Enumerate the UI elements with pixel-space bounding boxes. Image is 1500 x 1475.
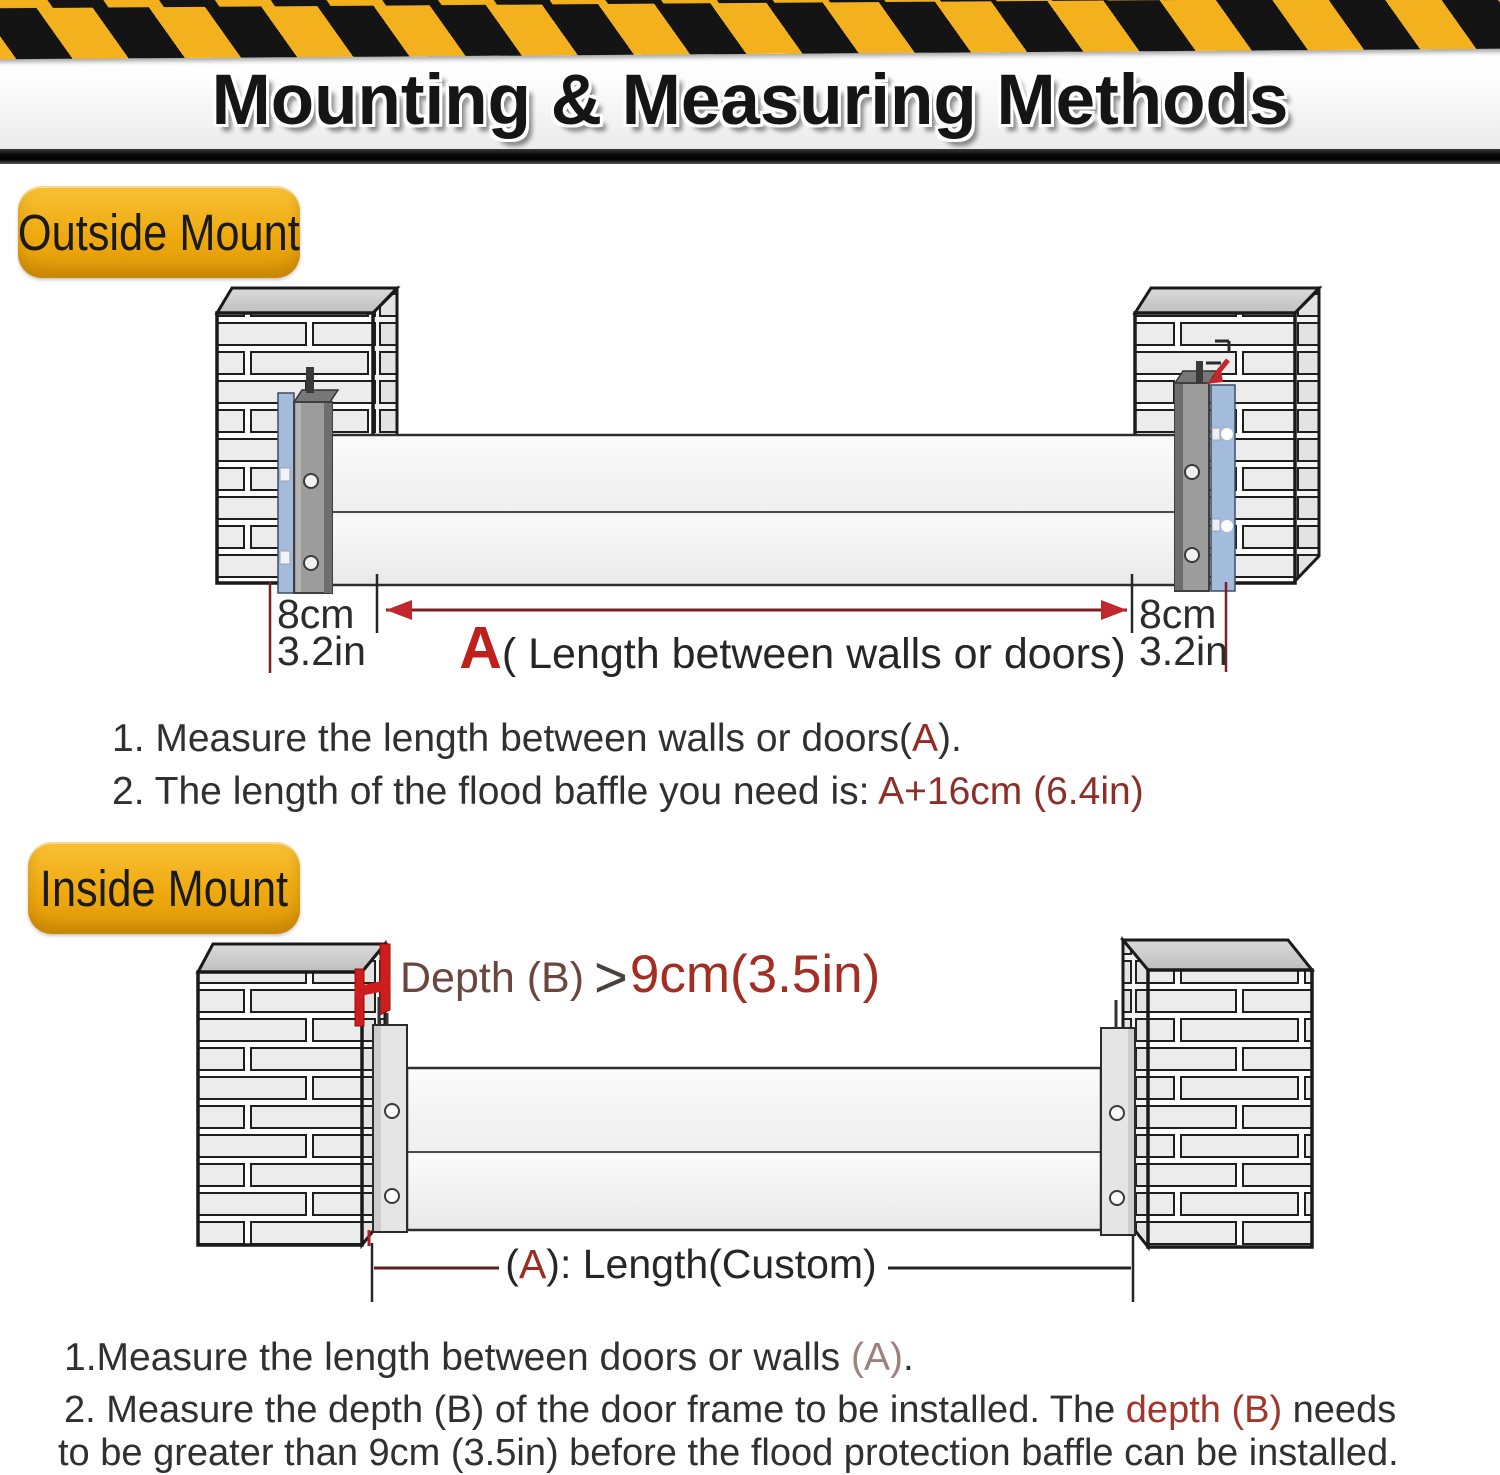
inside-mount-label: Inside Mount: [28, 842, 300, 934]
inside-right-pillar: [1123, 940, 1312, 1247]
inside-right-channel: [1101, 1000, 1135, 1235]
depth-requirement-label: Depth (B) >9cm(3.5in): [400, 945, 881, 1010]
inside-left-channel: [373, 997, 407, 1232]
outside-dimension-label: A( Length between walls or doors): [459, 615, 1126, 681]
outside-left-offset-label: 8cm 3.2in: [277, 591, 366, 674]
outside-step-2: 2. The length of the flood baffle you need is: A+16cm (6.4in): [112, 770, 1144, 813]
inside-dimension-label: (A): Length(Custom): [505, 1241, 877, 1287]
outside-step-1: 1. Measure the length between walls or doors(A).: [112, 717, 962, 760]
outside-left-channel: [278, 367, 338, 593]
inside-step-2-continued: to be greater than 9cm (3.5in) before the flood protection baffle can be installed.: [58, 1432, 1399, 1474]
inside-flood-baffle: [407, 1068, 1101, 1230]
page-title: Mounting & Measuring Methods: [211, 60, 1289, 140]
inside-step-2: 2. Measure the depth (B) of the door frame to be installed. The depth (B) needs: [64, 1389, 1397, 1431]
outside-flood-baffle: [331, 435, 1177, 585]
outside-right-offset-label: 8cm 3.2in: [1139, 591, 1228, 674]
inside-step-1: 1.Measure the length between doors or walls (A).: [64, 1336, 914, 1379]
outside-right-channel: [1175, 360, 1235, 591]
outside-mount-label: Outside Mount: [18, 186, 300, 278]
dimension-letter: A: [459, 615, 502, 681]
